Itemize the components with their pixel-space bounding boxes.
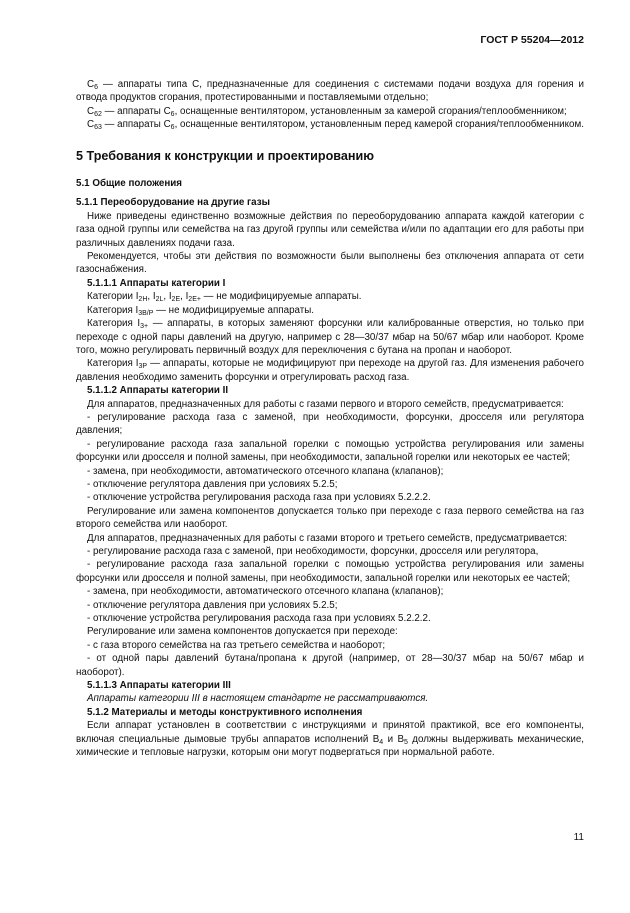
list-item: - отключение регулятора давления при условиях 5.2.5;	[87, 478, 338, 490]
list-item: - регулирование расхода газа с заменой, при необходимости, форсунки, дросселя или регулятора давления;	[76, 411, 584, 437]
list-item: - регулирование расхода газа запальной горелки с помощью устройства регулирования или замены форсунки или дросселя и полной замены, при необходимости, запальной горелки или некоторых ее частей;	[76, 438, 584, 464]
list-item: - замена, при необходимости, автоматического отсечного клапана (клапанов);	[87, 586, 444, 598]
paragraph: Регулирование или замена компонентов допускается только при переходе с газа первого семейства на газ второго семейства или наоборот.	[76, 505, 584, 531]
list-item: - регулирование расхода газа запальной горелки с помощью устройства регулирования или замены форсунки или дросселя и полной замены, при необходимости, запальной горелки или некоторых ее частей;	[76, 559, 584, 584]
list-item: - от одной пары давлений бутана/пропана к другой (например, от 28—30/37 мбар на 50/67 мбар и наоборот).	[76, 653, 584, 678]
paragraph: Категории $I_{2H}$, $I_{2L}$, $I_{2E}$, $I_{2E+}$ — не модифицируемые аппараты.	[87, 291, 362, 304]
standard-header: ГОСТ Р 55204—2012	[480, 34, 584, 46]
list-item: - отключение устройства регулирования расхода газа при условиях 5.2.2.2.	[87, 492, 431, 504]
paragraph: Для аппаратов, предназначенных для работы с газами второго и третьего семейств, предусматривается:	[87, 532, 568, 544]
section-5-1-title: 5.1 Общие положения	[76, 178, 183, 190]
section-5-1-2-title: 5.1.2 Материалы и методы конструктивного исполнения	[87, 706, 363, 718]
section-5-1-1-3-title: 5.1.1.3 Аппараты категории III	[87, 680, 231, 692]
paragraph: Регулирование или замена компонентов допускается при переходе:	[87, 626, 398, 638]
paragraph: Категория $I_{3B/P}$ — не модифицируемые аппараты.	[87, 304, 314, 317]
paragraph: Категория $I_{3P}$ — аппараты, которые не модифицируют при переходе на другой газ. Для изменения рабочего давления необходимо заменить форсунки и отрегулировать расход газа.	[76, 358, 584, 383]
c6-definition: $С_6$ — аппараты типа С, предназначенные для соединения с системами подачи воздуха для горения и отвода продуктов сгорания, протестированными и поставляемыми отдельно;	[76, 79, 584, 104]
section-5-title: 5 Требования к конструкции и проектированию	[76, 148, 374, 163]
paragraph: Аппараты категории III в настоящем стандарте не рассматриваются.	[87, 693, 429, 705]
c62-definition: $С_{62}$ — аппараты $С_6$, оснащенные вентилятором, установленным за камерой сгорания/теплообменником;	[87, 105, 567, 118]
section-5-1-1-title: 5.1.1 Переоборудование на другие газы	[76, 197, 270, 209]
paragraph: Ниже приведены единственно возможные действия по переоборудованию аппарата каждой категории с газа одной группы или семейства на газ другой группы или семейства и/или по адаптации его для работы при различных давлениях подачи газа.	[76, 210, 584, 249]
section-5-1-1-1-title: 5.1.1.1 Аппараты категории I	[87, 277, 226, 289]
document-body	[76, 78, 584, 760]
section-5-1-1-2-title: 5.1.1.2 Аппараты категории II	[87, 385, 229, 397]
list-item: - замена, при необходимости, автоматического отсечного клапана (клапанов);	[87, 465, 444, 477]
c63-definition: $С_{63}$ — аппараты $С_6$, оснащенные вентилятором, установленным перед камерой сгорания/теплообменником.	[87, 119, 584, 132]
list-item: - отключение регулятора давления при условиях 5.2.5;	[87, 599, 338, 611]
paragraph: Если аппарат установлен в соответствии с инструкциями и принятой практикой, все его компоненты, включая специальные дымовые трубы аппаратов исполнений $B_4$ и $B_5$ должны выдерживать механические, химические и тепловые нагрузки, которым они могут подвергаться при нормальной работе.	[76, 720, 585, 759]
page-number: 11	[573, 832, 584, 843]
paragraph: Для аппаратов, предназначенных для работы с газами первого и второго семейств, предусматривается:	[87, 398, 564, 410]
paragraph: Категория $I_{3+}$ — аппараты, в которых заменяют форсунки или калиброванные отверстия, но только при переходе с одной пары давлений на другую, например с 28—30/37 мбар на 50/67 мбар или наоборот. Кроме того, можно регулировать первичный воздух для переключения с бутана на пропан и наоборот.	[76, 318, 585, 356]
paragraph: Рекомендуется, чтобы эти действия по возможности были выполнены без отключения аппарата от сети газоснабжения.	[76, 251, 584, 276]
list-item: - регулирование расхода газа с заменой, при необходимости, форсунки, дросселя или регулятора,	[87, 546, 539, 557]
list-item: - с газа второго семейства на газ третьего семейства и наоборот;	[87, 639, 386, 651]
list-item: - отключение устройства регулирования расхода газа при условиях 5.2.2.2.	[87, 613, 431, 625]
